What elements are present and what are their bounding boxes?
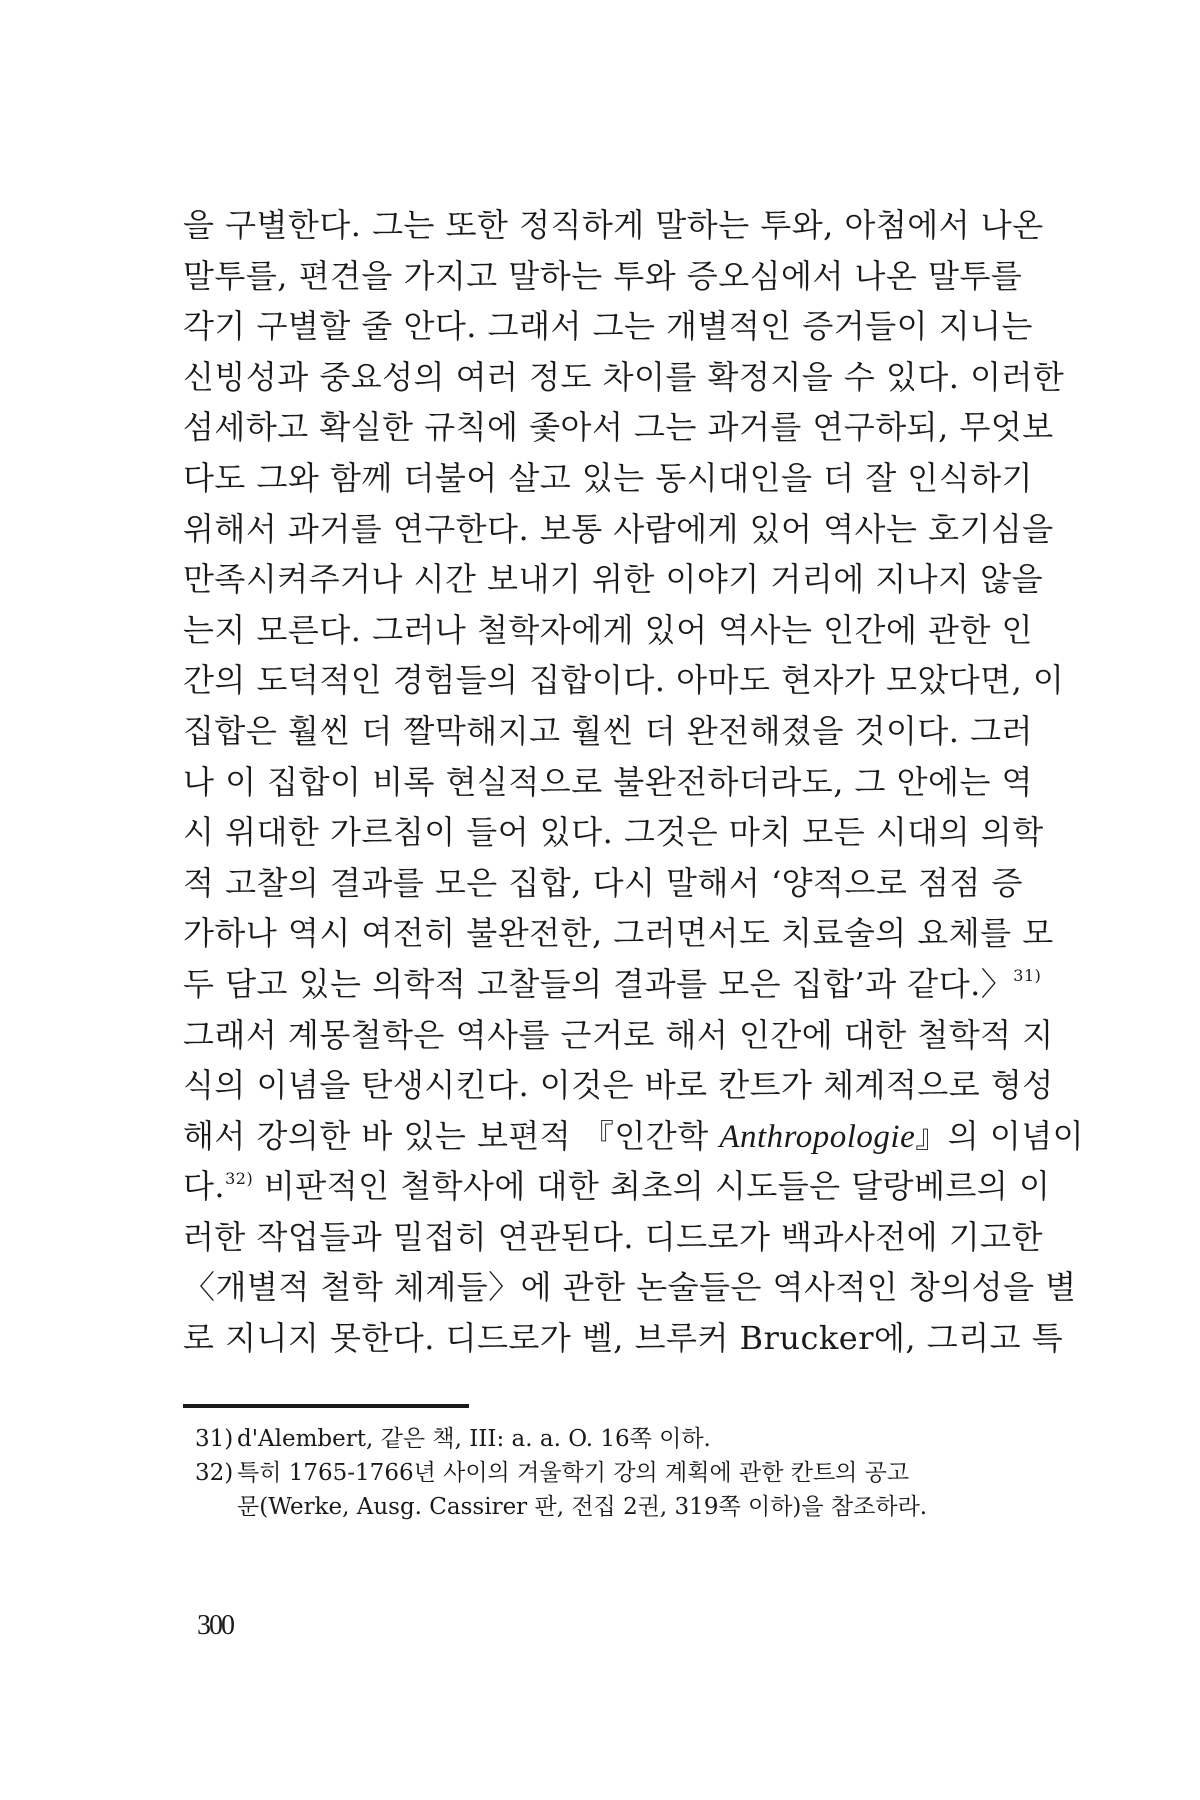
footnote-ref-32: 32) [225,1168,254,1188]
line-segment: 해서 강의한 바 있는 보편적 『인간학 [183,1116,720,1155]
footnotes [195,1422,1015,1524]
page-number: 300 [197,1610,233,1641]
text-line: 말투를, 편견을 가지고 말하는 투와 증오심에서 나온 말투를 [183,256,1023,295]
text-line: 만족시켜주거나 시간 보내기 위한 이야기 거리에 지나지 않을 [183,560,1044,599]
footnote-number: 32) [195,1460,234,1486]
text-line: 시 위대한 가르침이 들어 있다. 그것은 마치 모든 시대의 의학 [183,813,1044,852]
text-line: 섬세하고 확실한 규칙에 좇아서 그는 과거를 연구하되, 무엇보 [183,408,1054,447]
text-line: 을 구별한다. 그는 또한 정직하게 말하는 투와, 아첨에서 나온 [183,206,1044,244]
footnote-text: d'Alembert, 같은 책, III: a. a. O. 16쪽 이하. [237,1426,711,1452]
text-line: 가하나 역시 여전히 불완전한, 그러면서도 치료술의 요체를 모 [183,914,1054,953]
footnote-ref-31: 31) [1013,966,1042,986]
text-line: 간의 도덕적인 경험들의 집합이다. 아마도 현자가 모았다면, 이 [183,661,1065,700]
footnote-31 [195,1422,1015,1456]
text-line: 위해서 과거를 연구한다. 보통 사람에게 있어 역사는 호기심을 [183,509,1054,548]
footnote-number: 31) [195,1426,234,1452]
text-line [183,959,1042,1010]
body-text [183,200,1085,1364]
text-line: 러한 작업들과 밀접히 연관된다. 디드로가 백과사전에 기고한 [183,1217,1044,1256]
line-segment: 』의 이념이 [915,1116,1085,1155]
line-segment: 비판적인 철학사에 대한 최초의 시도들은 달랑베르의 이 [253,1167,1051,1206]
text-line: 나 이 집합이 비록 현실적으로 불완전하더라도, 그 안에는 역 [183,762,1033,801]
text-line: 다도 그와 함께 더불어 살고 있는 동시대인을 더 잘 인식하기 [183,458,1033,497]
text-line: 는지 모른다. 그러나 철학자에게 있어 역사는 인간에 관한 인 [183,610,1033,649]
text-line: 그래서 계몽철학은 역사를 근거로 해서 인간에 대한 철학적 지 [183,1015,1054,1054]
line-segment: 두 담고 있는 의학적 고찰들의 결과를 모은 집합’과 같다.〉 [183,964,1014,1003]
footnote-divider [183,1404,469,1408]
text-line [183,1111,1085,1162]
text-line: 식의 이념을 탄생시킨다. 이것은 바로 칸트가 체계적으로 형성 [183,1066,1054,1105]
text-line: 각기 구별할 줄 안다. 그래서 그는 개별적인 증거들이 지니는 [183,307,1033,346]
italic-term: Anthropologie [719,1118,916,1155]
footnote-continuation: 문(Werke, Ausg. Cassirer 판, 전집 2권, 319쪽 이하)을 참조하라. [237,1494,928,1520]
text-line: 〈개별적 철학 체계들〉에 관한 논술들은 역사적인 창의성을 별 [183,1268,1077,1307]
text-line: 집합은 훨씬 더 짤막해지고 훨씬 더 완전해졌을 것이다. 그러 [183,711,1033,750]
footnote-text: 특히 1765-1766년 사이의 겨울학기 강의 계획에 관한 칸트의 공고 [237,1460,910,1486]
text-line: 로 지니지 못한다. 디드로가 벨, 브루커 Brucker에, 그리고 특 [183,1319,1064,1358]
text-line [183,1161,1051,1212]
footnote-32 [195,1456,1015,1490]
text-line: 신빙성과 중요성의 여러 정도 차이를 확정지을 수 있다. 이러한 [183,357,1065,396]
line-segment: 다. [183,1167,226,1206]
text-line: 적 고찰의 결과를 모은 집합, 다시 말해서 ‘양적으로 점점 증 [183,863,1023,902]
